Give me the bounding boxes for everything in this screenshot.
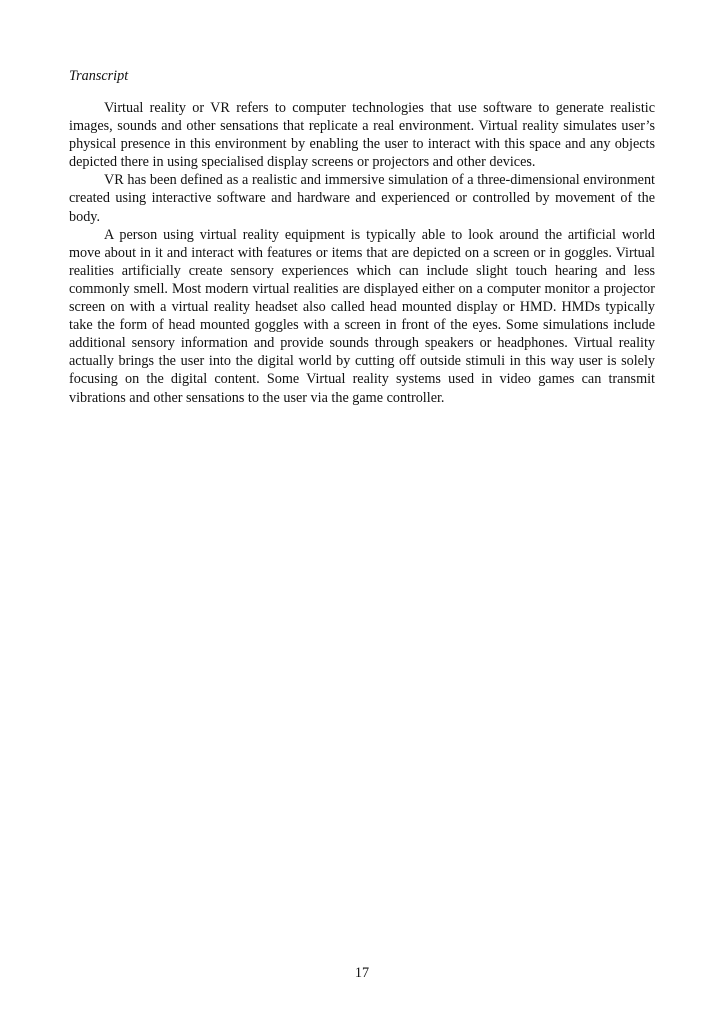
paragraph-vr-equipment: A person using virtual reality equipment is typically able to look around the artificial world move about in it and interact with features or items that are depicted on a screen or in goggles. Virtual realities artificially create sensory experiences which can include slight touch hearing and less commonly smell. Most modern virtual realities are displayed either on a computer monitor a projector screen on with a virtual reality headset also called head mounted display or HMD. HMDs typically take the form of head mounted goggles with a screen in front of the eyes. Some simulations include additional sensory information and provide sounds through speakers or headphones. Virtual reality actually brings the user into the digital world by cutting off outside stimuli in this way user is solely focusing on the digital content. Some Virtual reality systems used in video games can transmit vibrations and other sensations to the user via the game controller. bbox=[69, 226, 655, 406]
page-number: 17 bbox=[354, 965, 370, 981]
paragraph-vr-definition: Virtual reality or VR refers to computer technologies that use software to generate realistic images, sounds and other sensations that replicate a real environment. Virtual reality simulates user’s physical presence in this environment by enabling the user to interact with this space and any objects depicted there in using specialised display screens or projectors and other devices. bbox=[69, 100, 655, 171]
transcript-section bbox=[69, 67, 655, 407]
section-heading: Transcript bbox=[69, 68, 129, 84]
paragraph-vr-immersive-simulation: VR has been defined as a realistic and immersive simulation of a three-dimensional environment created using interactive software and hardware and experienced or controlled by movement of the body. bbox=[69, 172, 655, 225]
